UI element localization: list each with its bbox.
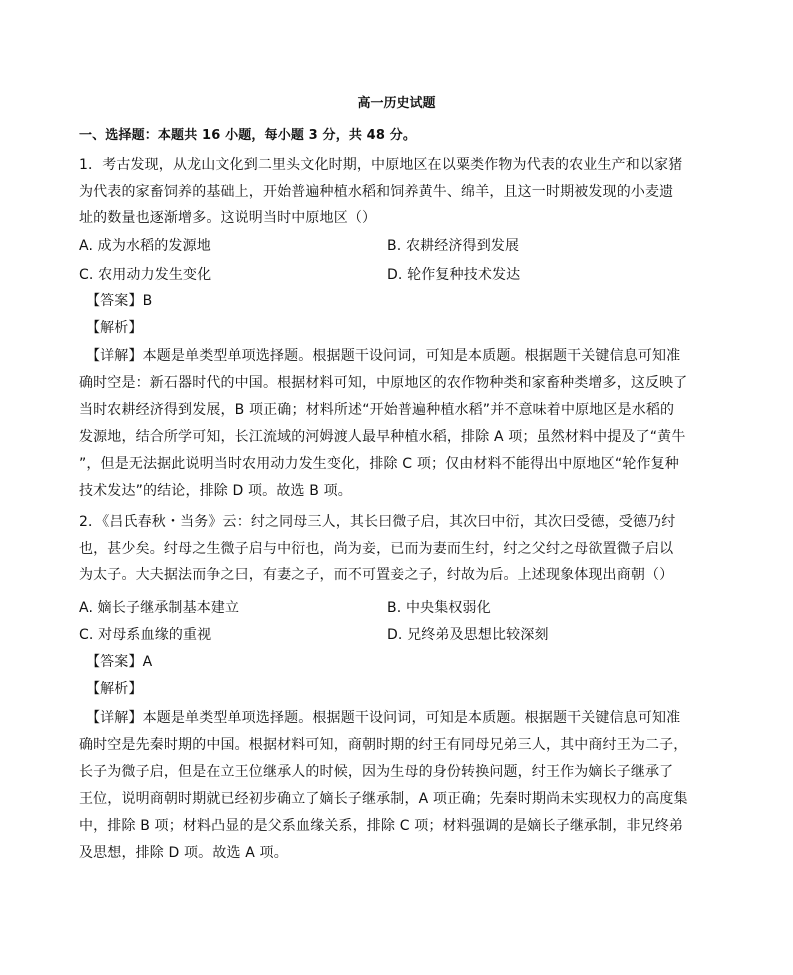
q1-analysis-line: 发源地，结合所学可知，长江流域的河姆渡人最早种植水稻，排除 A 项；虽然材料中提及了“黄牛 (79, 429, 686, 445)
q2-option-c: C. 对母系血缘的重视 (79, 627, 212, 643)
q2-analysis-label: 【解析】 (86, 681, 143, 697)
q1-stem-line: 1．考古发现，从龙山文化到二里头文化时期，中原地区在以粟类作物为代表的农业生产和以家猪 (79, 157, 683, 173)
q1-option-d: D. 轮作复种技术发达 (387, 267, 521, 283)
q2-answer: 【答案】A (86, 654, 153, 670)
q2-analysis-line: 【详解】本题是单类型单项选择题。根据题干设问词，可知是本质题。根据题干关键信息可知准 (86, 710, 681, 726)
q2-stem-line: 为太子。大夫据法而争之曰，有妻之子，而不可置妾之子，纣故为后。上述现象体现出商朝（） (79, 567, 674, 583)
page-title: 高一历史试题 (357, 96, 436, 111)
q1-option-c: C. 农用动力发生变化 (79, 267, 212, 283)
q2-analysis-line: 确时空是先秦时期的中国。根据材料可知，商朝时期的纣王有同母兄弟三人，其中商纣王为二子， (79, 737, 688, 753)
q1-stem-line: 为代表的家畜饲养的基础上，开始普遍种植水稻和饲养黄牛、绵羊，且这一时期被发现的小麦遗 (79, 184, 674, 200)
q2-option-d: D. 兄终弟及思想比较深刻 (387, 627, 549, 643)
q2-option-b: B. 中央集权弱化 (387, 600, 491, 616)
q1-analysis-label: 【解析】 (86, 320, 143, 336)
q1-analysis-line: 【详解】本题是单类型单项选择题。根据题干设问词，可知是本质题。根据题干关键信息可知准 (86, 348, 681, 364)
q1-option-a: A. 成为水稻的发源地 (79, 238, 211, 254)
q2-analysis-line: 及思想，排除 D 项。故选 A 项。 (79, 845, 288, 861)
q1-answer: 【答案】B (86, 293, 153, 309)
q2-analysis-line: 长子为微子启，但是在立王位继承人的时候，因为生母的身份转换问题，纣王作为嫡长子继承了 (79, 764, 674, 780)
q2-option-a: A. 嫡长子继承制基本建立 (79, 600, 240, 616)
q1-analysis-line: 当时农耕经济得到发展，B 项正确；材料所述“开始普遍种植水稻”并不意味着中原地区是水稻的 (79, 402, 675, 418)
q2-stem-line: 2．《吕氏春秋・当务》云：纣之同母三人，其长曰微子启，其次曰中衍，其次曰受德，受德乃纣 (79, 514, 676, 530)
q1-option-b: B. 农耕经济得到发展 (387, 238, 520, 254)
section-heading: 一、选择题：本题共 16 小题，每小题 3 分，共 48 分。 (79, 128, 417, 143)
q1-analysis-line: ”，但是无法据此说明当时农用动力发生变化，排除 C 项；仅由材料不能得出中原地区“轮作复种 (79, 456, 679, 472)
q1-analysis-line: 确时空是：新石器时代的中国。根据材料可知，中原地区的农作物种类和家畜种类增多，这反映了 (79, 375, 688, 391)
q2-analysis-line: 王位，说明商朝时期就已经初步确立了嫡长子继承制，A 项正确；先秦时期尚未实现权力的高度集 (79, 791, 688, 807)
q1-analysis-line: 技术发达”的结论，排除 D 项。故选 B 项。 (79, 483, 352, 499)
q1-stem-line: 址的数量也逐渐增多。这说明当时中原地区（） (79, 210, 377, 226)
q2-analysis-line: 中，排除 B 项；材料凸显的是父系血缘关系，排除 C 项；材料强调的是嫡长子继承制，非兄终弟 (79, 818, 684, 834)
q2-stem-line: 也，甚少矣。纣母之生微子启与中衍也，尚为妾，已而为妻而生纣，纣之父纣之母欲置微子启以 (79, 541, 674, 557)
